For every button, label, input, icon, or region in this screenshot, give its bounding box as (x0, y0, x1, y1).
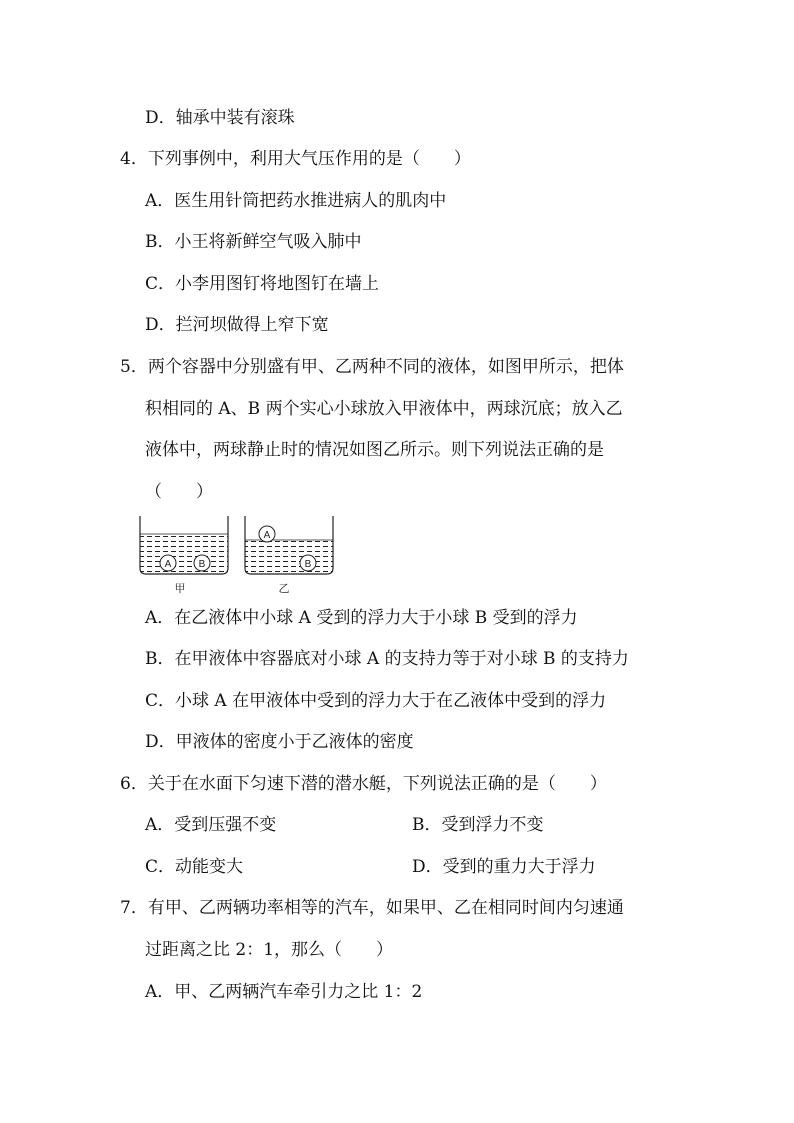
q6-stem: 6．关于在水面下匀速下潜的潜水艇，下列说法正确的是（ ） (120, 774, 607, 794)
q5-stem-line4: （ ） (145, 482, 213, 502)
ball-b-right-label: B (304, 559, 312, 570)
q5-option-b: B．在甲液体中容器底对小球 A 的支持力等于对小球 B 的支持力 (145, 649, 629, 669)
q6-option-c: C．动能变大 (145, 857, 244, 877)
q5-stem-line3: 液体中，两球静止时的情况如图乙所示。则下列说法正确的是 (145, 440, 604, 460)
q5-stem-line1: 5．两个容器中分别盛有甲、乙两种不同的液体，如图甲所示，把体 (120, 357, 624, 377)
container-left (140, 516, 228, 595)
q5-option-c: C．小球 A 在甲液体中受到的浮力大于在乙液体中受到的浮力 (145, 691, 607, 711)
q4-stem: 4．下列事例中，利用大气压作用的是（ ） (120, 149, 471, 169)
q7-option-a: A．甲、乙两辆汽车牵引力之比 1：2 (145, 982, 423, 1002)
q7-stem-line1: 7．有甲、乙两辆功率相等的汽车，如果甲、乙在相同时间内匀速通 (120, 898, 624, 918)
q7-stem-line2: 过距离之比 2：1，那么（ ） (145, 940, 394, 960)
ball-b-left-label: B (198, 559, 206, 570)
ball-a-right-label: A (263, 530, 271, 541)
q4-option-b: B．小王将新鲜空气吸入肺中 (145, 232, 362, 252)
container-right (245, 516, 333, 595)
q5-option-a: A．在乙液体中小球 A 受到的浮力大于小球 B 受到的浮力 (145, 608, 578, 628)
right-container-label: 乙 (278, 583, 290, 595)
containers-figure (138, 514, 338, 600)
q6-option-b: B．受到浮力不变 (412, 815, 544, 835)
ball-a-left (160, 555, 176, 571)
q4-option-d: D．拦河坝做得上窄下宽 (145, 315, 329, 335)
ball-b-left (194, 555, 210, 571)
q6-option-d: D．受到的重力大于浮力 (412, 857, 596, 877)
q6-option-a: A．受到压强不变 (145, 815, 277, 835)
q4-option-c: C．小李用图钉将地图钉在墙上 (145, 274, 380, 294)
ball-b-right (300, 555, 316, 571)
q5-stem-line2: 积相同的 A、B 两个实心小球放入甲液体中，两球沉底；放入乙 (145, 399, 623, 419)
q4-option-a: A．医生用针筒把药水推进病人的肌肉中 (145, 191, 447, 211)
q3-option-d: D．轴承中装有滚珠 (145, 108, 295, 128)
q5-option-d: D．甲液体的密度小于乙液体的密度 (145, 732, 414, 752)
left-container-label: 甲 (174, 583, 186, 595)
ball-a-left-label: A (164, 559, 172, 570)
ball-a-right (259, 526, 275, 542)
